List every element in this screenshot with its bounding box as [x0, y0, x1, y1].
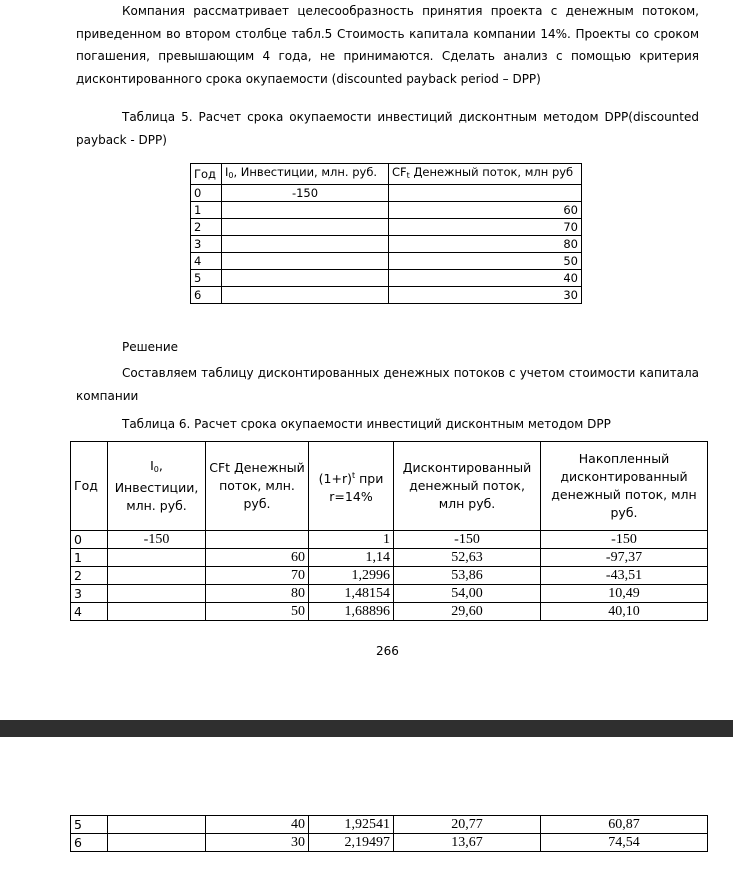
solution-heading: Решение	[122, 340, 179, 354]
table6-cell-year: 1	[71, 549, 108, 567]
table-6-continued	[70, 815, 708, 852]
table5-cell-cashflow: 40	[389, 270, 582, 287]
table5-cell-investment	[222, 202, 389, 219]
table6-header-year: Год	[71, 442, 108, 531]
header-subscript: t	[406, 171, 410, 180]
table5-cell-investment: -150	[222, 185, 389, 202]
table5-cell-year: 3	[191, 236, 222, 253]
table5-header-investment	[222, 164, 389, 185]
table-row	[71, 816, 708, 834]
table6-header-cumulative: Накопленный дисконтированный денежный поток, млн руб.	[541, 442, 708, 531]
table5-header-cashflow	[389, 164, 582, 185]
table6-cell-cumulative: -43,51	[541, 567, 708, 585]
table-row	[191, 287, 582, 304]
intro-line: Компания рассматривает целесообразность принятия проекта с денежным потоком,	[122, 4, 699, 18]
header-text: I	[150, 458, 154, 473]
table6-cell-factor: 2,19497	[309, 834, 394, 852]
table6-cell-investment	[108, 585, 206, 603]
table-6	[70, 441, 708, 621]
table6-cell-discounted: 20,77	[394, 816, 541, 834]
table5-caption	[76, 106, 699, 151]
header-subscript: 0	[153, 465, 159, 474]
table-row	[71, 549, 708, 567]
table5-cell-year: 0	[191, 185, 222, 202]
header-text: (1+r)	[318, 470, 352, 486]
table-row	[71, 531, 708, 549]
table5-caption-line: payback - DPP)	[76, 132, 167, 147]
table5-cell-year: 1	[191, 202, 222, 219]
table6-cell-cashflow: 30	[206, 834, 309, 852]
header-text: , Инвестиции, млн. руб.	[233, 165, 378, 179]
table-row	[191, 253, 582, 270]
table5-cell-cashflow: 80	[389, 236, 582, 253]
table-row	[191, 236, 582, 253]
table6-cell-cumulative: 40,10	[541, 603, 708, 621]
header-subscript: 0	[228, 171, 234, 180]
table6-body	[71, 531, 708, 621]
table6-cell-cashflow	[206, 531, 309, 549]
table6-cell-cumulative: 10,49	[541, 585, 708, 603]
table6-cell-discounted: 54,00	[394, 585, 541, 603]
table6-cell-cashflow: 70	[206, 567, 309, 585]
table5-cell-cashflow: 50	[389, 253, 582, 270]
table6-cell-year: 5	[71, 816, 108, 834]
solution-line: Составляем таблицу дисконтированных денежных потоков с учетом стоимости капитала	[122, 366, 699, 380]
table5-cell-cashflow: 30	[389, 287, 582, 304]
intro-paragraph	[76, 0, 699, 90]
header-text: CF	[392, 165, 407, 179]
table5-cell-year: 4	[191, 253, 222, 270]
solution-paragraph	[76, 362, 699, 407]
table6-cell-year: 0	[71, 531, 108, 549]
table5-cell-year: 2	[191, 219, 222, 236]
table6-cell-investment	[108, 567, 206, 585]
table5-cell-investment	[222, 287, 389, 304]
table5-cell-investment	[222, 253, 389, 270]
table-row	[191, 202, 582, 219]
table-row	[71, 603, 708, 621]
table6-cell-year: 6	[71, 834, 108, 852]
table6-cell-factor: 1,68896	[309, 603, 394, 621]
table-row	[71, 567, 708, 585]
table6-cell-year: 4	[71, 603, 108, 621]
table6-cell-factor: 1,2996	[309, 567, 394, 585]
page-number: 266	[376, 644, 399, 658]
page-break-divider	[0, 720, 733, 737]
table-row	[71, 585, 708, 603]
header-text: I	[225, 165, 229, 179]
intro-line: дисконтированного срока окупаемости (discounted payback period – DPP)	[76, 71, 541, 86]
table6-cell-investment	[108, 549, 206, 567]
header-text: , Инвестиции, млн. руб.	[114, 458, 199, 513]
table5-header-row	[191, 164, 582, 185]
document-page-continued	[0, 737, 733, 869]
intro-line: приведенном во втором столбце табл.5 Стоимость капитала компании 14%. Проекты со сроком	[76, 26, 699, 41]
solution-line: компании	[76, 388, 139, 403]
table6-cell-factor: 1,48154	[309, 585, 394, 603]
table6-cell-cumulative: 60,87	[541, 816, 708, 834]
table6-header-discounted: Дисконтированный денежный поток, млн руб.	[394, 442, 541, 531]
table6-caption: Таблица 6. Расчет срока окупаемости инвестиций дисконтным методом DPP	[122, 417, 611, 431]
table6-cell-investment	[108, 834, 206, 852]
table-row	[71, 834, 708, 852]
table5-body	[191, 185, 582, 304]
table-row	[191, 185, 582, 202]
table5-cell-investment	[222, 270, 389, 287]
table6-cell-factor: 1	[309, 531, 394, 549]
table6-header-factor	[309, 442, 394, 531]
table6-cell-discounted: -150	[394, 531, 541, 549]
table6-cell-discounted: 13,67	[394, 834, 541, 852]
table6-cell-cumulative: -97,37	[541, 549, 708, 567]
table6-cell-cashflow: 60	[206, 549, 309, 567]
table5-cell-investment	[222, 236, 389, 253]
table-row	[191, 219, 582, 236]
table-5	[190, 163, 582, 304]
header-text: Денежный поток, млн руб	[409, 165, 574, 179]
table6-cell-investment: -150	[108, 531, 206, 549]
table6-cell-cumulative: 74,54	[541, 834, 708, 852]
table-row	[191, 270, 582, 287]
table6-cell-discounted: 53,86	[394, 567, 541, 585]
table6-cell-cashflow: 80	[206, 585, 309, 603]
table6-cell-cumulative: -150	[541, 531, 708, 549]
table6-cell-cashflow: 40	[206, 816, 309, 834]
table5-cell-cashflow	[389, 185, 582, 202]
table6-cell-year: 2	[71, 567, 108, 585]
table6-header-cashflow: CFt Денежный поток, млн. руб.	[206, 442, 309, 531]
header-superscript: t	[351, 470, 356, 480]
table6-cell-investment	[108, 816, 206, 834]
table5-caption-line: Таблица 5. Расчет срока окупаемости инвестиций дисконтным методом DPP(discounted	[122, 110, 699, 124]
table5-cell-year: 6	[191, 287, 222, 304]
table6-cell-discounted: 29,60	[394, 603, 541, 621]
table5-cell-cashflow: 70	[389, 219, 582, 236]
header-text: при r=14%	[329, 470, 384, 504]
table6-header-investment	[108, 442, 206, 531]
table6-cell-investment	[108, 603, 206, 621]
table5-cell-investment	[222, 219, 389, 236]
table6-cell-discounted: 52,63	[394, 549, 541, 567]
table5-cell-year: 5	[191, 270, 222, 287]
table5-cell-cashflow: 60	[389, 202, 582, 219]
table6-cell-factor: 1,14	[309, 549, 394, 567]
table6-continued-body	[71, 816, 708, 852]
table5-header-year: Год	[191, 164, 222, 185]
table6-cell-cashflow: 50	[206, 603, 309, 621]
table6-cell-factor: 1,92541	[309, 816, 394, 834]
intro-line: погашения, превышающим 4 года, не принимаются. Сделать анализ с помощью критерия	[76, 49, 699, 63]
table6-cell-year: 3	[71, 585, 108, 603]
table6-header-row	[71, 442, 708, 531]
